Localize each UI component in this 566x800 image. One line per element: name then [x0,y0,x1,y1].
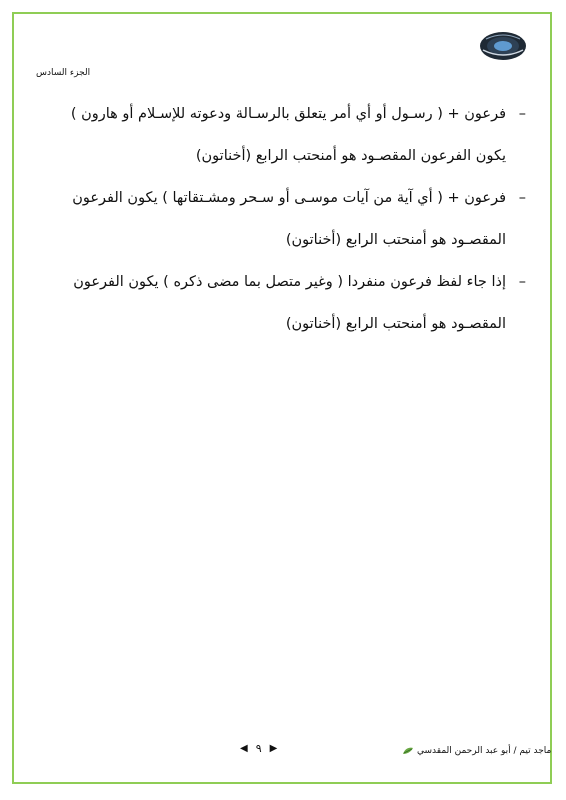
leaf-icon [402,747,414,755]
page-navigation [240,742,277,755]
page-number: ٩ [255,742,262,755]
section-label: الجزء السادس [36,68,91,78]
publisher-logo [478,26,528,66]
list-dash: – [518,106,526,122]
prev-page-icon[interactable]: ◀ [240,743,248,754]
next-page-icon[interactable]: ▶ [269,743,278,754]
list-dash: – [518,190,526,206]
list-dash: – [518,274,526,290]
list-item-text: فرعون + ( رسـول أو أي أمر يتعلق بالرسـالة ودعوته للإسـلام أو هارون ) يكون الفرعون المقصـود هو أمنحتب الرابع (أخناتون) [70,106,506,164]
content-list [40,93,526,345]
footer-author [402,746,551,756]
list-item [40,261,526,345]
author-name: ماجد تيم / أبو عبد الرحمن المقدسي [417,746,552,756]
list-item-text: إذا جاء لفظ فرعون منفردا ( وغير متصل بما مضى ذكره ) يكون الفرعون المقصـود هو أمنحتب الرابع (أخناتون) [73,274,506,332]
list-item-text: فرعون + ( أي آية من آيات موسـى أو سـحر ومشـتقاتها ) يكون الفرعون المقصـود هو أمنحتب الرابع (أخناتون) [72,190,506,248]
list-item [40,177,526,261]
list-item [40,93,526,177]
